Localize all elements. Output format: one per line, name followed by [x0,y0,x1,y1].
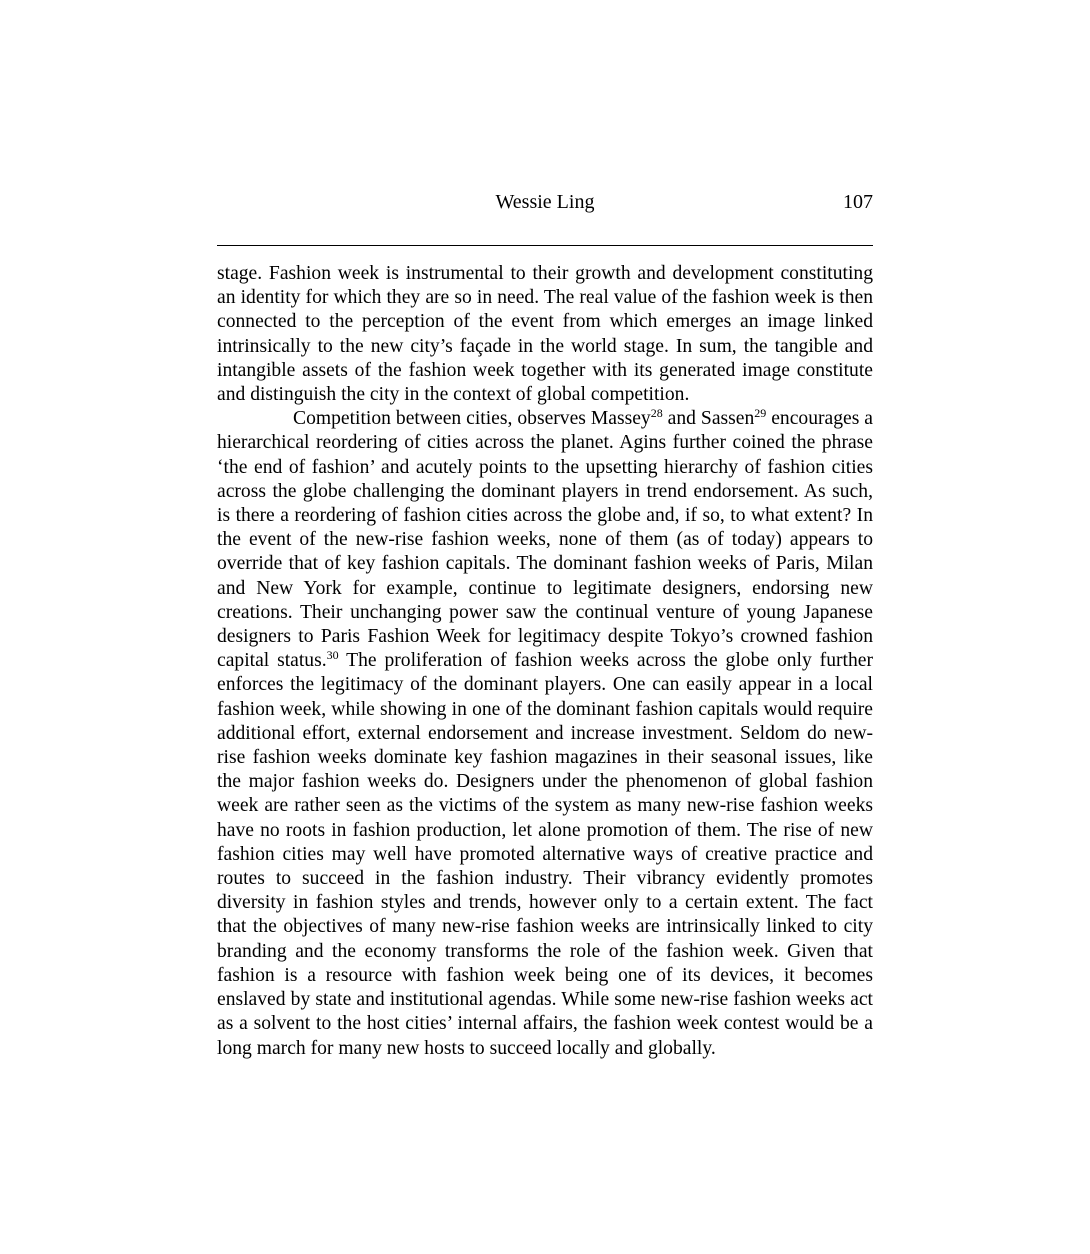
paragraph [217,407,873,1060]
footnote-ref-28[interactable]: 28 [650,406,663,421]
paragraph-text: The proliferation of fashion weeks across the globe only further enforces the legitimacy of the dominant players. One can easily appear in a local fashion week, while showing in one of the dominant fashion capitals would require additional effort, external endorsement and increase investment. Seldom do new-rise fashion weeks dominate key fashion magazines in their seasonal issues, like the major fashion weeks do. Designers under the phenomenon of global fashion week are rather seen as the victims of the system as many new-rise fashion weeks have no roots in fashion production, let alone promotion of them. The rise of new fashion cities may well have promoted alternative ways of creative practice and routes to succeed in the fashion industry. Their vibrancy evidently promotes diversity in fashion styles and trends, however only to a certain extent. The fact that the objectives of many new-rise fashion weeks are intrinsically linked to city branding and the economy transforms the role of the fashion week. Given that fashion is a resource with fashion week being one of its devices, it becomes enslaved by state and institutional agendas. While some new-rise fashion weeks act as a solvent to the host cities’ internal affairs, the fashion week contest would be a long march for many new hosts to succeed locally and globally. [217,650,873,1059]
paragraph-text: Competition between cities, observes Massey [293,408,651,430]
paragraph-text: and Sassen [662,408,755,430]
body-text [217,262,873,1061]
footnote-ref-29[interactable]: 29 [754,406,767,421]
header-rule [217,245,873,246]
running-header [217,188,873,216]
paragraph: stage. Fashion week is instrumental to their growth and development constituting an identity for which they are so in need. The real value of the fashion week is then connected to the perception of the event from which emerges an image linked intrinsically to the new city’s façade in the world stage. In sum, the tangible and intangible assets of the fashion week together with its generated image constitute and distinguish the city in the context of global competition. [217,263,873,406]
footnote-ref-30[interactable]: 30 [326,648,339,663]
running-head-author: Wessie Ling [495,191,595,213]
page-number: 107 [843,191,873,213]
paragraph-text: encourages a hierarchical reordering of cities across the planet. Agins further coined the phrase ‘the end of fashion’ and acutely points to the upsetting hierarchy of fashion cities across the globe challenging the dominant players in trend endorsement. As such, is there a reordering of fashion cities across the globe and, if so, to what extent? In the event of the new-rise fashion weeks, none of them (as of today) appears to override that of key fashion capitals. The dominant fashion weeks of Paris, Milan and New York for example, continue to legitimate designers, endorsing new creations. Their unchanging power saw the continual venture of young Japanese designers to Paris Fashion Week for legitimacy despite Tokyo’s crowned fashion capital status. [217,408,873,672]
